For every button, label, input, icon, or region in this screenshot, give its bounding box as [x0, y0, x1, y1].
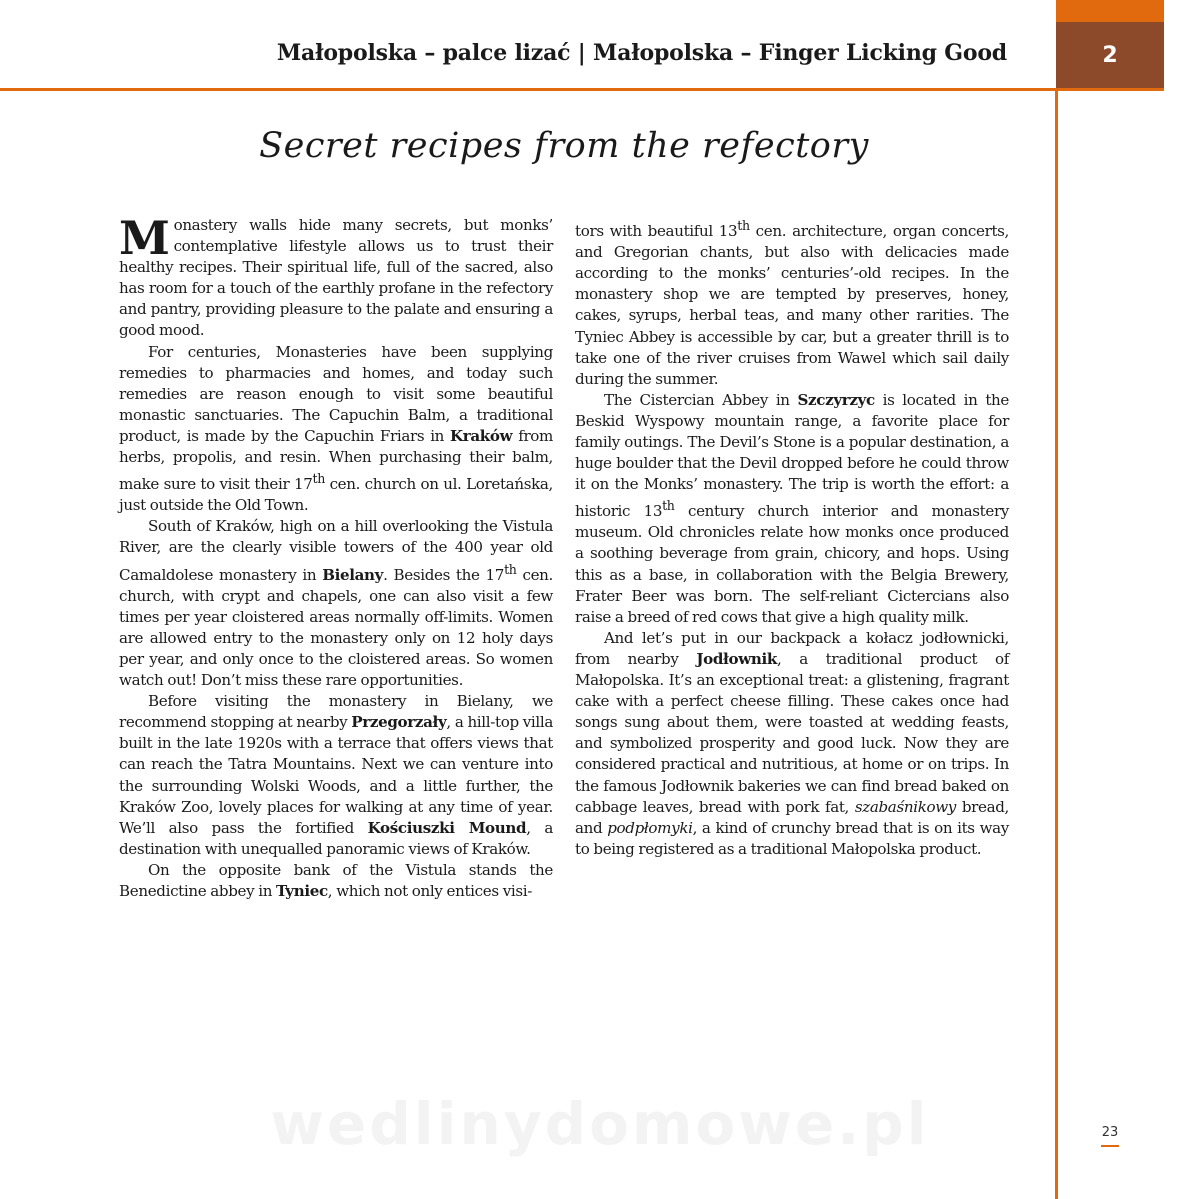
- paragraph-text: is located in the Beskid Wyspowy mountain range, a favorite place for family outings. The Devil’s Stone is a popular destination, a huge boulder that the Devil dropped before he could throw it on the Monks’ monastery. The trip is worth the effort: a historic 13: [575, 390, 1009, 521]
- header-rule: [0, 88, 1164, 91]
- paragraph-text: , a traditional product of Małopolska. It’s an exceptional treat: a glistening, fragrant cake with a perfect cheese filling. These cakes once had songs sung about them, were toasted at wedding feasts, and symbolized prosperity and good luck. Now they are considered practical and nutritious, at home or on trips. In the famous Jodłownik bakeries we can find bread baked on cabbage leaves, bread with pork fat,: [575, 649, 1009, 816]
- paragraph: [119, 860, 553, 902]
- chapter-number: 2: [1102, 42, 1118, 68]
- italic-term: podpłomyki: [607, 818, 693, 837]
- paragraph: [119, 516, 553, 691]
- place-name: Jodłownik: [696, 649, 777, 668]
- drop-cap: M: [119, 211, 170, 265]
- paragraph: [119, 211, 553, 342]
- paragraph-text: , a destination with unequalled panoramic views of Kraków.: [119, 818, 553, 858]
- place-name: Przegorzały: [351, 713, 447, 732]
- superscript: th: [504, 561, 517, 577]
- superscript: th: [662, 498, 675, 514]
- paragraph-text: , which not only entices visi-: [327, 881, 532, 900]
- paragraph-text: On the opposite bank of the Vistula stands the Benedictine abbey in: [119, 860, 553, 900]
- left-column: [119, 211, 554, 902]
- paragraph-text: South of Kraków, high on a hill overlooking the Vistula River, are the clearly visible towers of the 400 year old Camaldolese monastery in: [119, 517, 553, 584]
- paragraph-text: cen. church on ul. Loretańska, just outside the Old Town.: [119, 475, 553, 515]
- paragraph: [575, 390, 1009, 628]
- paragraph-text: Before visiting the monastery in Bielany, we recommend stopping at nearby: [119, 692, 553, 732]
- page-title: Secret recipes from the refectory: [259, 126, 869, 166]
- header-accent-band: [1056, 0, 1164, 22]
- page-number-underline: [1101, 1145, 1119, 1147]
- paragraph-text: century church interior and monastery museum. Old chronicles relate how monks once produced a soothing beverage from grain, chicory, and hops. Using this as a base, in collaboration with the Belgia Brewery, Frater Beer was born. The self-reliant Cictercians also raise a breed of red cows that give a high quality milk.: [575, 502, 1009, 626]
- paragraph-text: , a kind of crunchy bread that is on its way to being registered as a traditional Małopolska product.: [575, 818, 1009, 858]
- side-rule: [1055, 88, 1058, 1199]
- place-name: Szczyrzyc: [797, 390, 875, 409]
- page-number: 23: [1101, 1125, 1119, 1140]
- place-name: Tyniec: [276, 881, 328, 900]
- paragraph-text: The Cistercian Abbey in: [604, 390, 798, 409]
- paragraph: [119, 691, 553, 860]
- running-header: Małopolska – palce lizać | Małopolska – Finger Licking Good: [276, 40, 1007, 66]
- paragraph-text: And let’s put in our backpack a kołacz jodłownicki, from nearby: [575, 628, 1009, 668]
- paragraph-text: For centuries, Monasteries have been supplying remedies to pharmacies and homes, and today such remedies are reason enough to visit some beautiful monastic sanctuaries. The Capuchin Balm, a traditional product, is made by the Capuchin Friars in: [119, 342, 553, 445]
- paragraph: [119, 342, 553, 517]
- right-column: [575, 215, 1009, 860]
- paragraph-text: cen. church, with crypt and chapels, one can also visit a few times per year cloistered areas normally off-limits. Women are allowed entry to the monastery only on 12 holy days per year, and only once to the cloistered areas. So women watch out! Don’t miss these rare opportunities.: [119, 565, 553, 690]
- chapter-number-box: [1056, 22, 1164, 88]
- paragraph-text: cen. architecture, organ concerts, and Gregorian chants, but also with delicacies made according to the monks’ centuries’-old recipes. In the monastery shop we are tempted by preserves, honey, cakes, syrups, herbal teas, and many other rarities. The Tyniec Abbey is accessible by car, but a greater thrill is to take one of the river cruises from Wawel which sail daily during the summer.: [575, 222, 1009, 388]
- place-name: Bielany: [322, 565, 384, 584]
- paragraph-text: onastery walls hide many secrets, but monks’ contemplative lifestyle allows us to trust their healthy recipes. Their spiritual life, full of the sacred, also has room for a touch of the earthly profane in the refectory and pantry, providing pleasure to the palate and ensuring a good mood.: [119, 216, 553, 340]
- superscript: th: [737, 218, 750, 233]
- paragraph: [575, 215, 1009, 390]
- paragraph-text: . Besides the 17: [383, 565, 505, 584]
- italic-term: szabaśnikowy: [854, 797, 956, 816]
- superscript: th: [312, 471, 325, 487]
- paragraph-text: tors with beautiful 13: [575, 222, 738, 241]
- paragraph-text: bread, and: [575, 797, 1009, 837]
- paragraph-text: , a hill-top villa built in the late 1920s with a terrace that offers views that can reach the Tatra Mountains. Next we can venture into the surrounding Wolski Woods, and a little further, the Kraków Zoo, lovely places for walking at any time of year. We’ll also pass the fortified: [119, 713, 553, 837]
- watermark: wedlinydomowe.pl: [270, 1090, 930, 1158]
- paragraph: [575, 628, 1009, 860]
- paragraph-text: from herbs, propolis, and resin. When purchasing their balm, make sure to visit their 17: [119, 426, 554, 494]
- place-name: Kraków: [449, 426, 513, 445]
- place-name: Kościuszki Mound: [367, 818, 527, 837]
